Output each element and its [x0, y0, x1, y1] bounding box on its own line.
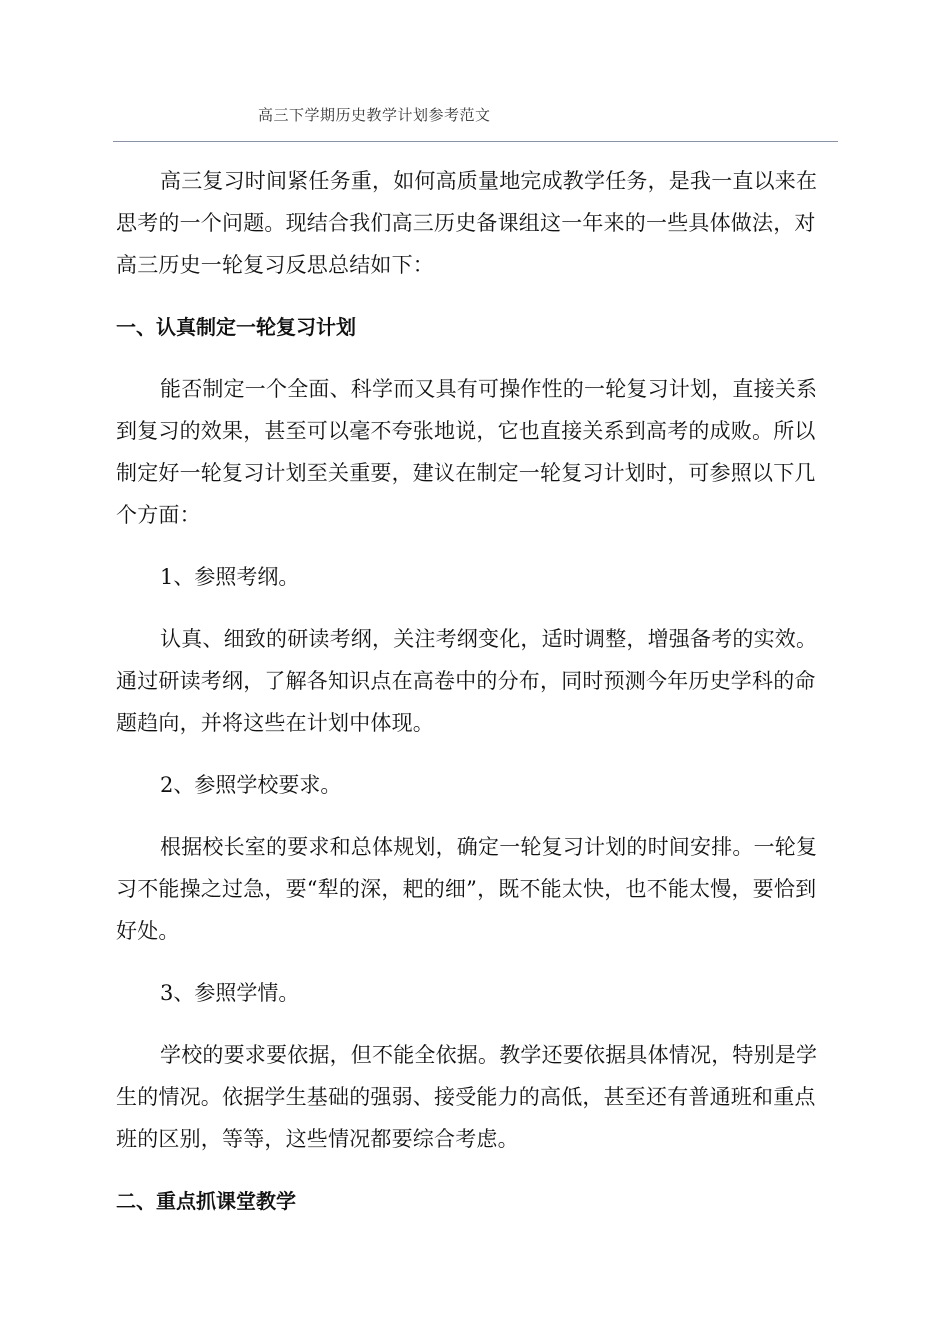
page-header-title: 高三下学期历史教学计划参考范文 — [258, 106, 491, 124]
section-1-paragraph: 能否制定一个全面、科学而又具有可操作性的一轮复习计划，直接关系到复习的效果，甚至可以毫不夸张地说，它也直接关系到高考的成败。所以制定好一轮复习计划至关重要，建议在制定一轮复习计划时，可参照以下几个方面： — [116, 377, 818, 527]
list-item-2: 2、参照学校要求。 — [160, 773, 342, 797]
list-item-1: 1、参照考纲。 — [160, 565, 300, 589]
intro-paragraph: 高三复习时间紧任务重，如何高质量地完成教学任务，是我一直以来在思考的一个问题。现结合我们高三历史备课组这一年来的一些具体做法，对高三历史一轮复习反思总结如下： — [116, 169, 818, 277]
header-divider — [113, 141, 838, 142]
list-item-1-paragraph: 认真、细致的研读考纲，关注考纲变化，适时调整，增强备考的实效。通过研读考纲，了解各知识点在高卷中的分布，同时预测今年历史学科的命题趋向，并将这些在计划中体现。 — [116, 627, 818, 735]
document-body — [116, 160, 834, 1242]
section-heading-2: 二、重点抓课堂教学 — [116, 1189, 296, 1213]
list-item-2-paragraph: 根据校长室的要求和总体规划，确定一轮复习计划的时间安排。一轮复习不能操之过急，要“犁的深，耙的细”，既不能太快，也不能太慢，要恰到好处。 — [116, 835, 818, 943]
list-item-3-paragraph: 学校的要求要依据，但不能全依据。教学还要依据具体情况，特别是学生的情况。依据学生基础的强弱、接受能力的高低，甚至还有普通班和重点班的区别，等等，这些情况都要综合考虑。 — [116, 1043, 818, 1151]
section-heading-1: 一、认真制定一轮复习计划 — [116, 315, 356, 339]
list-item-3: 3、参照学情。 — [160, 981, 300, 1005]
